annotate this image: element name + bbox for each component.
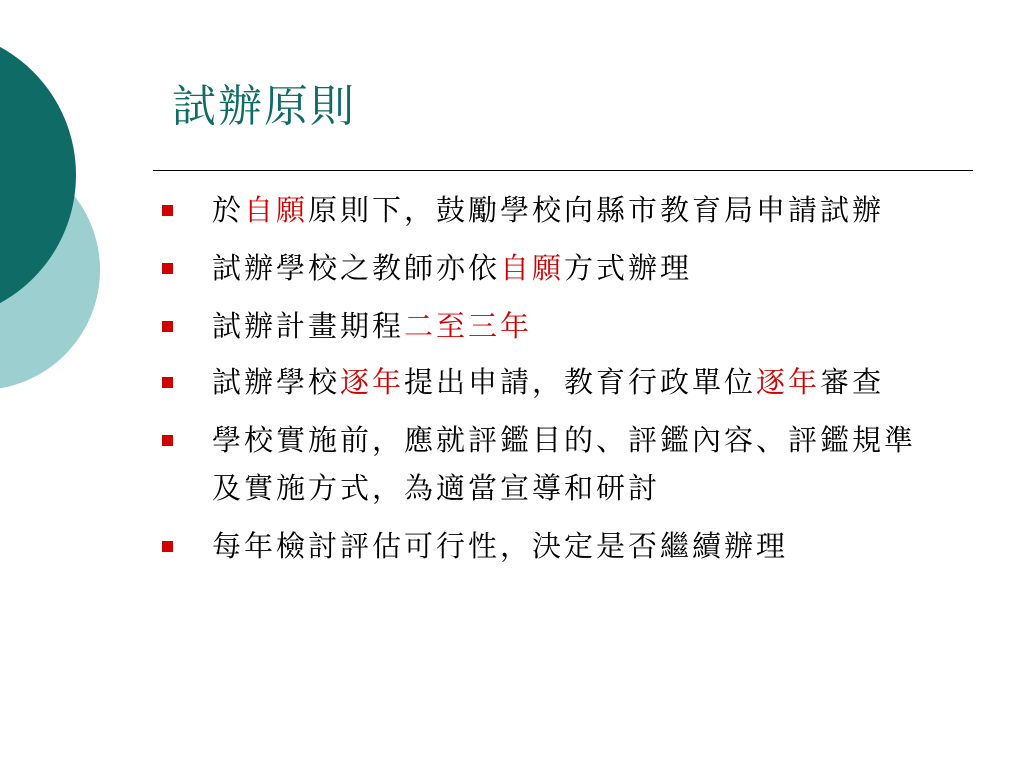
title-divider [153,170,973,171]
bullet-item [162,416,942,512]
text-segment: 原則下，鼓勵學校向縣市教育局申請試辦 [308,193,885,227]
highlight-segment: 逐年 [340,365,405,399]
square-bullet-icon [162,205,173,216]
square-bullet-icon [162,263,173,274]
slide-title: 試辦原則 [172,81,356,132]
bullet-item [162,186,942,234]
highlight-segment: 二至三年 [404,309,533,343]
highlight-segment: 逐年 [756,365,821,399]
text-segment: 審查 [820,365,885,399]
highlight-segment: 自願 [500,251,565,285]
text-segment: 每年檢討評估可行性，決定是否繼續辦理 [212,529,789,563]
text-segment: 方式辦理 [564,251,693,285]
bullet-list [162,186,942,580]
bullet-text [212,193,884,227]
bullet-item [162,358,942,406]
text-segment: 提出申請，教育行政單位 [404,365,757,399]
bullet-text [212,365,884,399]
highlight-segment: 自願 [244,193,309,227]
bullet-text [212,251,692,285]
bullet-item [162,244,942,292]
square-bullet-icon [162,435,173,446]
bullet-text [212,529,788,563]
bullet-text [212,423,916,505]
text-segment: 試辦學校 [212,365,341,399]
text-segment: 學校實施前，應就評鑑目的、評鑑內容、評鑑規準及實施方式，為適當宣導和研討 [212,423,917,505]
square-bullet-icon [162,321,173,332]
bullet-text [212,309,532,343]
square-bullet-icon [162,377,173,388]
text-segment: 於 [212,193,245,227]
bullet-item [162,302,942,350]
bullet-item [162,522,942,570]
square-bullet-icon [162,541,173,552]
decorative-circles [0,0,140,420]
text-segment: 試辦計畫期程 [212,309,405,343]
text-segment: 試辦學校之教師亦依 [212,251,501,285]
